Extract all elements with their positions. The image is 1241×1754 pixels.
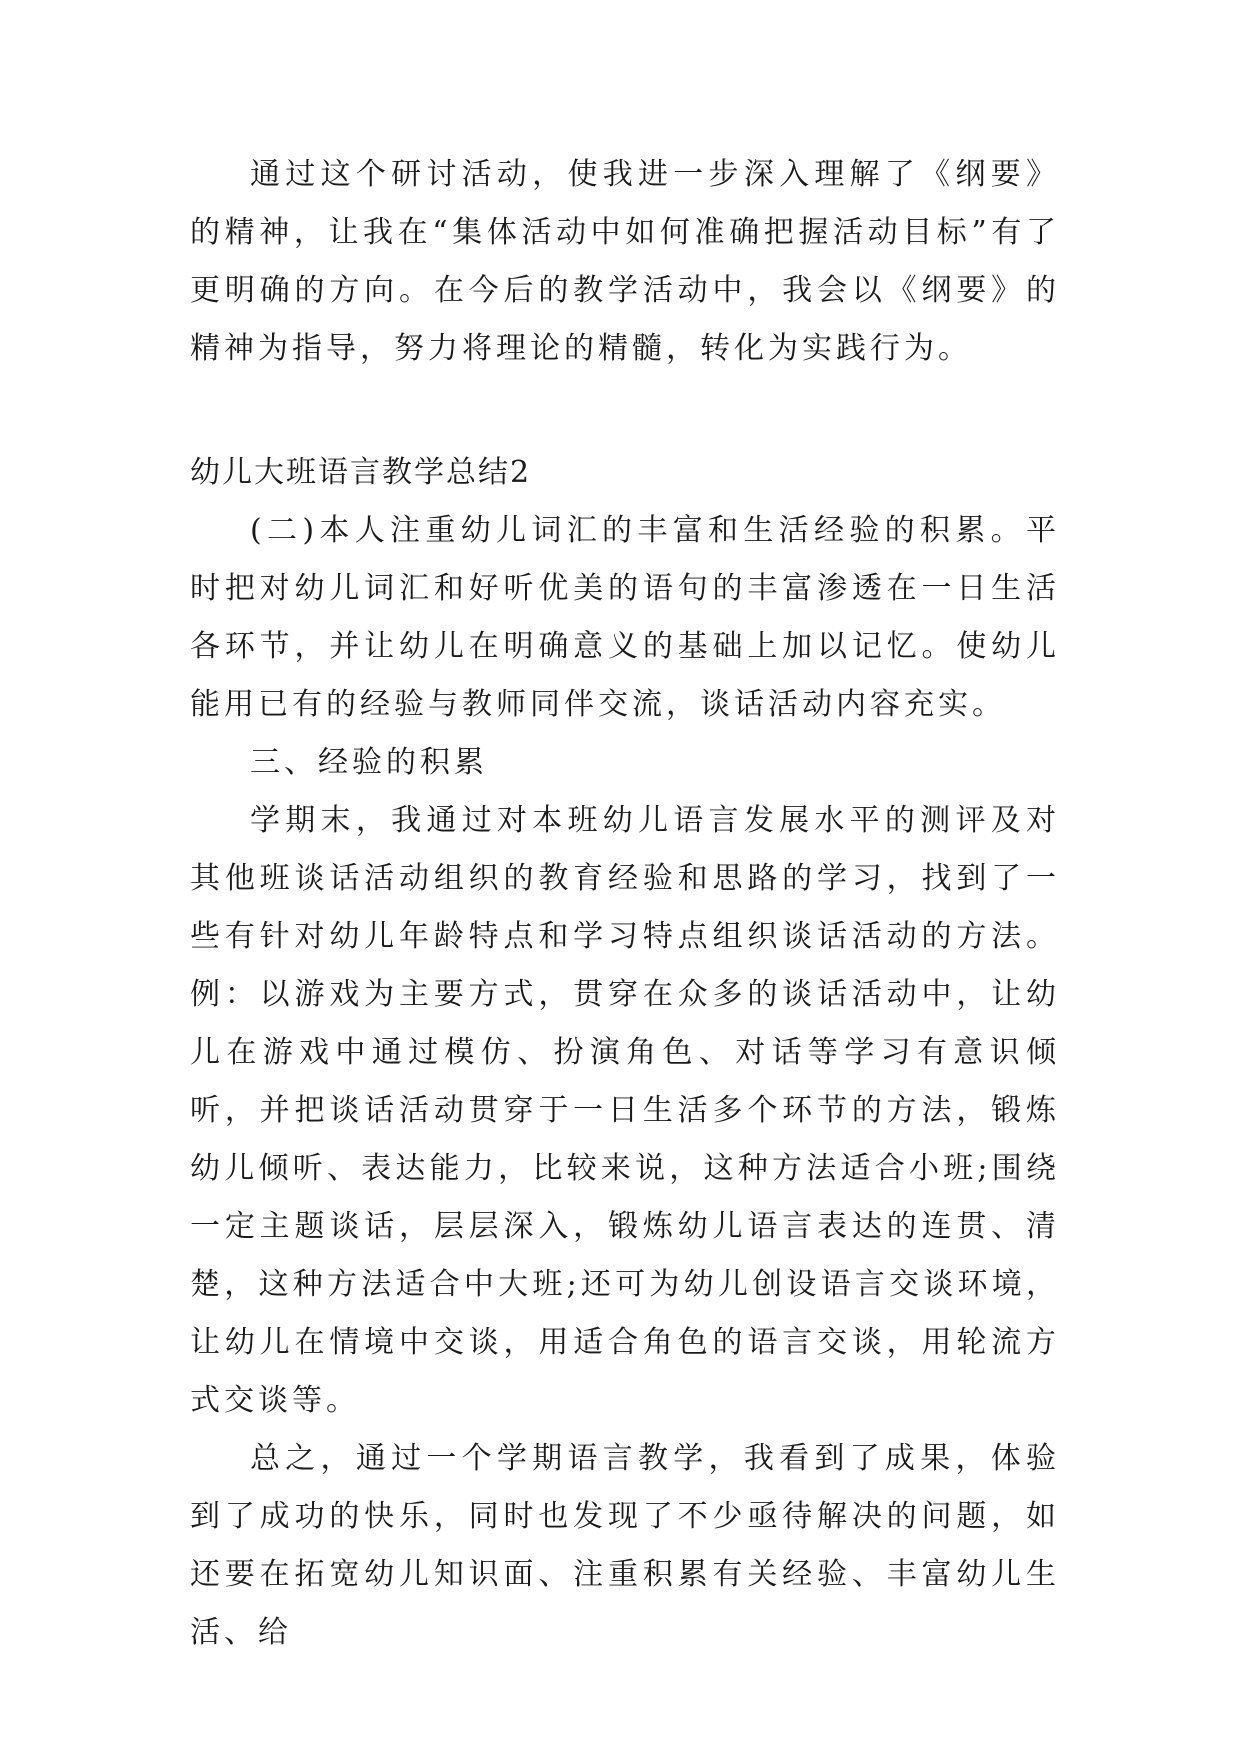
document-body bbox=[190, 146, 1060, 1662]
paragraph-intro: 通过这个研讨活动，使我进一步深入理解了《纲要》的精神，让我在“集体活动中如何准确把握活动目标”有了更明确的方向。在今后的教学活动中，我会以《纲要》的精神为指导，努力将理论的精髓，转化为实践行为。 bbox=[190, 157, 1060, 366]
paragraph-summary: 总之，通过一个学期语言教学，我看到了成果，体验到了成功的快乐，同时也发现了不少亟待解决的问题，如还要在拓宽幼儿知识面、注重积累有关经验、丰富幼儿生活、给 bbox=[190, 1441, 1060, 1650]
paragraph-semester-end: 学期末，我通过对本班幼儿语言发展水平的测评及对其他班谈话活动组织的教育经验和思路的学习，找到了一些有针对幼儿年龄特点和学习特点组织谈话活动的方法。例：以游戏为主要方式，贯穿在众多的谈话活动中，让幼儿在游戏中通过模仿、扮演角色、对话等学习有意识倾听，并把谈话活动贯穿于一日生活多个环节的方法，锻炼幼儿倾听、表达能力，比较来说，这种方法适合小班;围绕一定主题谈话，层层深入，锻炼幼儿语言表达的连贯、清楚，这种方法适合中大班;还可为幼儿创设语言交谈环境，让幼儿在情境中交谈，用适合角色的语言交谈，用轮流方式交谈等。 bbox=[190, 803, 1060, 1418]
paragraph-vocabulary: (二)本人注重幼儿词汇的丰富和生活经验的积累。平时把对幼儿词汇和好听优美的语句的丰富渗透在一日生活各环节，并让幼儿在明确意义的基础上加以记忆。使幼儿能用已有的经验与教师同伴交流，谈话活动内容充实。 bbox=[190, 513, 1060, 722]
paragraph-subheading-experience: 三、经验的积累 bbox=[250, 745, 488, 780]
section-title: 幼儿大班语言教学总结2 bbox=[190, 455, 532, 490]
paragraph-spacer bbox=[190, 378, 1060, 444]
